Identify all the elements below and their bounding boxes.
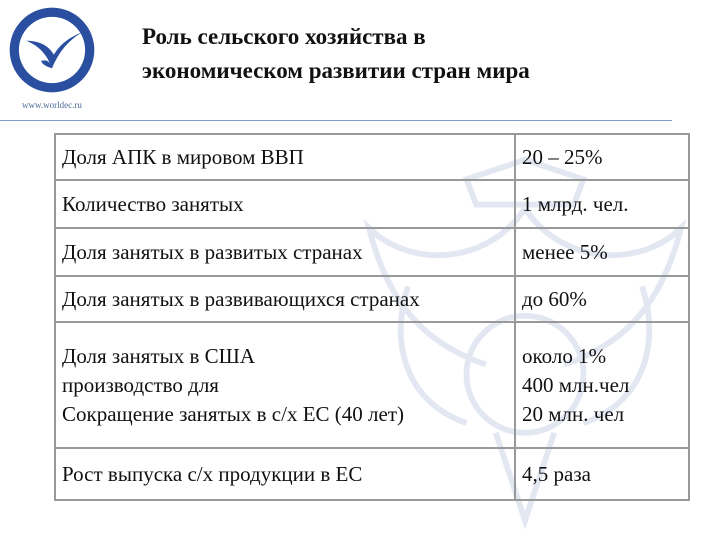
row-label: Доля занятых в США производство для Сокращение занятых в с/х ЕС (40 лет) — [55, 322, 515, 448]
row-value: 20 – 25% — [515, 134, 689, 180]
row-label: Доля занятых в развивающихся странах — [55, 276, 515, 322]
title-line-1: Роль сельского хозяйства в — [142, 24, 426, 49]
row-label: Рост выпуска с/х продукции в ЕС — [55, 448, 515, 500]
row-value: 1 млрд. чел. — [515, 180, 689, 228]
header-divider — [0, 120, 672, 121]
table-row — [55, 180, 689, 228]
row-value: до 60% — [515, 276, 689, 322]
page-title — [142, 20, 530, 88]
table-row — [55, 448, 689, 500]
row-label: Количество занятых — [55, 180, 515, 228]
row-value: 4,5 раза — [515, 448, 689, 500]
logo-url-text: www.worldec.ru — [22, 100, 82, 110]
organization-logo-icon — [6, 4, 98, 96]
statistics-table — [54, 133, 690, 501]
title-line-2: экономическом развитии стран мира — [142, 58, 530, 83]
table-row — [55, 322, 689, 448]
row-value: около 1% 400 млн.чел 20 млн. чел — [515, 322, 689, 448]
row-label: Доля АПК в мировом ВВП — [55, 134, 515, 180]
table-row — [55, 228, 689, 276]
row-value: менее 5% — [515, 228, 689, 276]
table-row — [55, 134, 689, 180]
row-label: Доля занятых в развитых странах — [55, 228, 515, 276]
table-row — [55, 276, 689, 322]
